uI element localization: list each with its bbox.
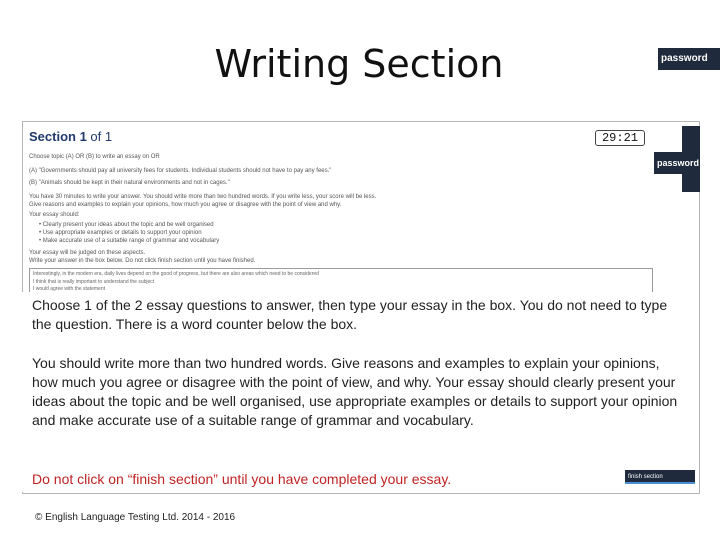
question-line: Choose topic (A) OR (B) to write an essay on OR [29, 154, 160, 160]
essay-text-line: Interestingly, in the modern era, daily lives depend on the good of progress, but there are also areas which need to be considered [33, 271, 319, 277]
essay-text-line: I think that is really important to understand the subject [33, 279, 155, 285]
question-line: • Use appropriate examples or details to support your opinion [39, 230, 202, 236]
countdown-timer: 29:21 [595, 130, 645, 146]
logo-text-word: word [677, 158, 700, 168]
password-logo-mid [654, 152, 700, 174]
copyright-footer: © English Language Testing Ltd. 2014 - 2016 [35, 512, 236, 523]
section-label: Section 1 [29, 129, 87, 144]
instruction-overlay [22, 292, 678, 492]
question-line: Your essay should: [29, 212, 80, 218]
question-line: • Clearly present your ideas about the topic and be well organised [39, 222, 214, 228]
warning-text: Do not click on “finish section” until you have completed your essay. [32, 471, 452, 487]
logo-text-pass: pass [657, 158, 678, 168]
question-line: Give reasons and examples to explain your opinions, how much you agree or disagree with the point of view and why. [29, 202, 342, 208]
question-line: • Make accurate use of a suitable range of grammar and vocabulary [39, 238, 220, 244]
section-of: of 1 [90, 129, 113, 144]
question-line: Your essay will be judged on these aspects. [29, 250, 146, 256]
essay-text-line: I would agree with the statement [33, 286, 105, 292]
logo-text-word: word [683, 53, 708, 64]
question-line: You have 30 minutes to write your answer. You should write more than two hundred words. If you write less, your score will be less. [29, 194, 377, 200]
question-line: (B) "Animals should be kept in their natural environments and not in cages." [29, 180, 230, 186]
question-line: Write your answer in the box below. Do not click finish section until you have finished. [29, 258, 256, 264]
password-logo-top [658, 48, 720, 70]
instruction-paragraph-2: You should write more than two hundred words. Give reasons and examples to explain your opinions, how much you agree or disagree with the point of view, and why. Your essay should clearly present your ideas about the topic and be well organised, use appropriate examples or details to support your opinion and make accurate use of a suitable range of grammar and vocabulary. [32, 355, 678, 428]
instruction-paragraph-1: Choose 1 of the 2 essay questions to answer, then type your essay in the box. You do not need to type the question. There is a word counter below the box. [32, 297, 668, 332]
slide-title: Writing Section [214, 42, 504, 86]
section-heading [29, 129, 112, 144]
logo-text-pass: pass [661, 53, 684, 64]
finish-section-button[interactable]: finish section [625, 470, 695, 484]
question-line: (A) "Governments should pay all university fees for students. Individual students should not have to pay any fees." [29, 168, 332, 174]
